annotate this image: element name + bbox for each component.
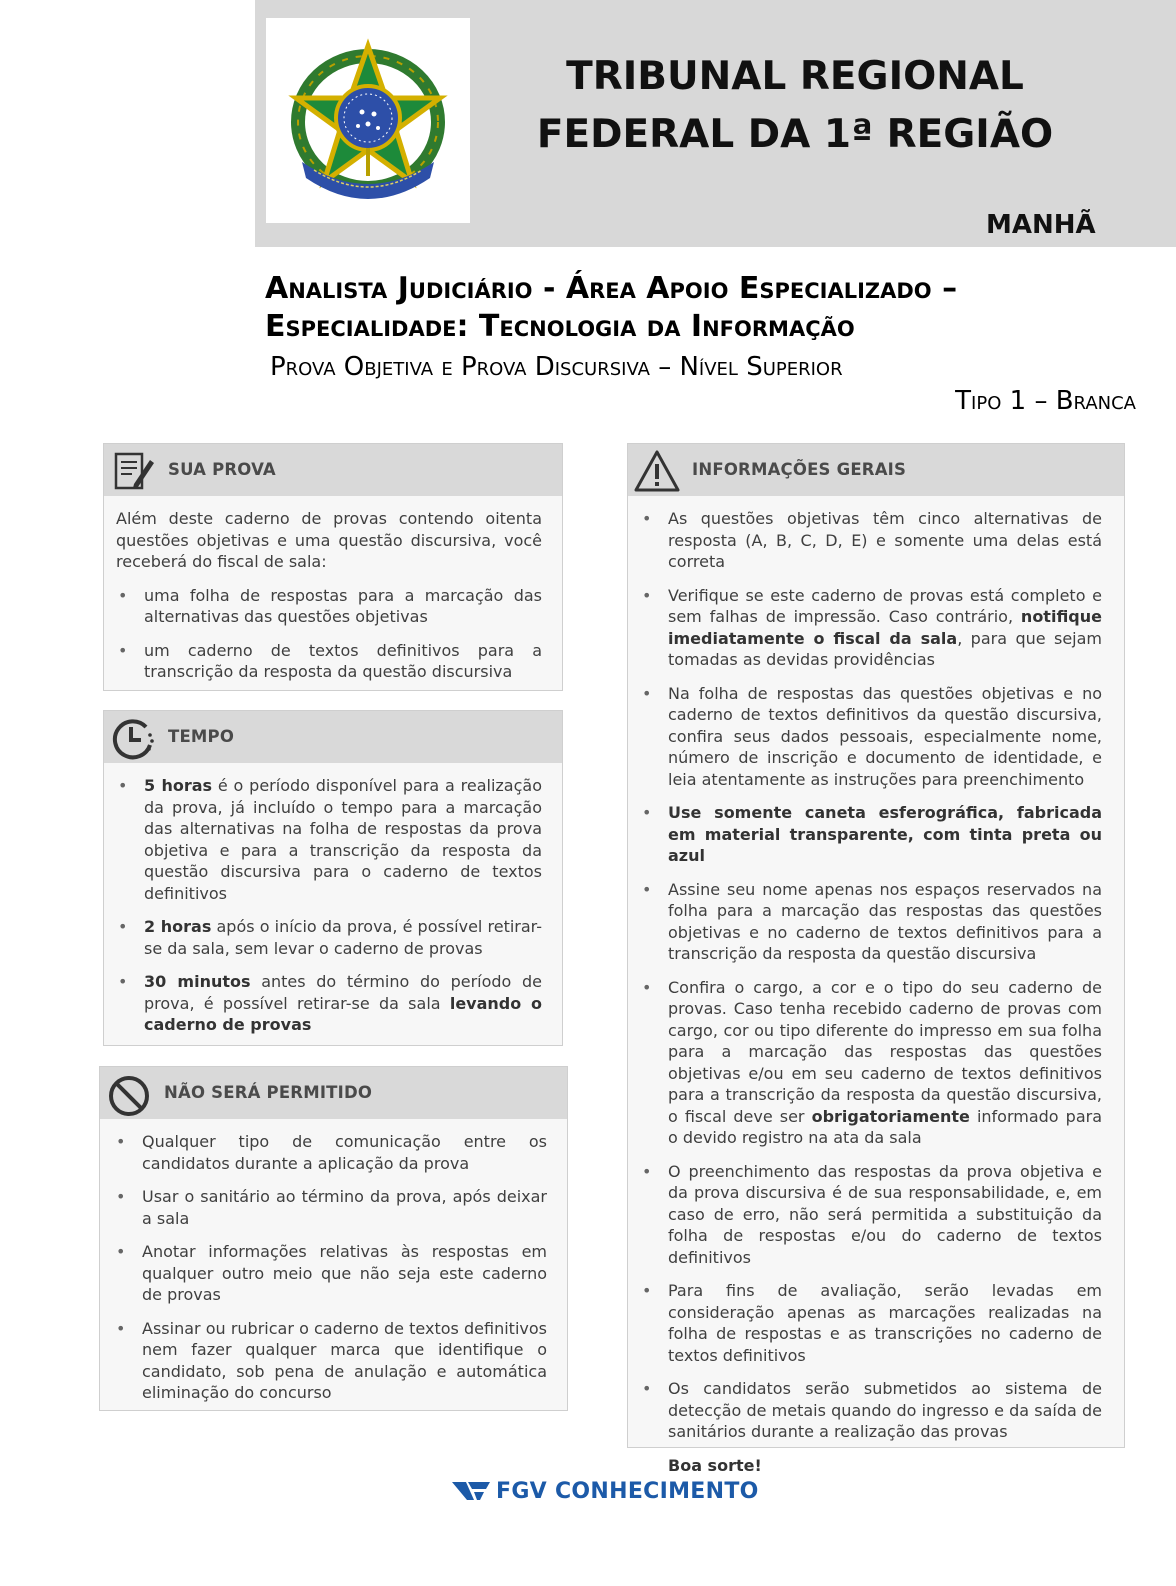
exam-title <box>265 270 1165 346</box>
warning-icon <box>634 448 680 494</box>
exam-title-line2: Especialidade: Tecnologia da Informação <box>265 309 855 344</box>
item-text: informado para o devido registro na ata da sala <box>668 1106 1103 1147</box>
fgv-logo-icon <box>452 1480 490 1502</box>
footer-logo <box>452 1476 759 1506</box>
list-item: • Anotar informações relativas às respostas em qualquer outro meio que não seja este caderno de provas <box>114 1241 547 1306</box>
list-item: • um caderno de textos definitivos para a transcrição da resposta da questão discursiva <box>116 640 542 683</box>
list-item: • O preenchimento das respostas da prova objetiva e da prova discursiva é de sua responsabilidade, e, em caso de erro, não será permitida a substituição da folha de respostas e/ou do caderno de textos definitivos <box>640 1161 1102 1269</box>
nao-permitido-body <box>100 1119 567 1420</box>
item-text: é o período disponível para a realização da prova, já incluído o tempo para a marcação das alternativas na folha de respostas da prova objetiva e para a transcrição da resposta da questão discursiva para o caderno de textos definitivos <box>144 776 542 903</box>
footer-brand: FGV CONHECIMENTO <box>496 1478 759 1504</box>
exam-edit-icon <box>110 448 156 494</box>
item-text: , para que sejam tomadas as devidas providências <box>668 628 1103 669</box>
exam-subtitle: Prova Objetiva e Prova Discursiva – Nível Superior <box>270 352 843 382</box>
sua-prova-header <box>104 444 562 496</box>
list-item: • Assinar ou rubricar o caderno de textos definitivos nem fazer qualquer marca que identifique o candidato, sob pena de anulação e automática eliminação do concurso <box>114 1318 547 1404</box>
sua-prova-label: SUA PROVA <box>168 460 276 479</box>
nao-permitido-label: NÃO SERÁ PERMITIDO <box>164 1083 373 1102</box>
item-text: antes do término do período de prova, é possível retirar-se da sala <box>144 972 543 1013</box>
list-item: • Assine seu nome apenas nos espaços reservados na folha para a marcação das respostas das questões objetivas e no caderno de textos definitivos para a transcrição da resposta da questão discursiva <box>640 879 1102 965</box>
list-item <box>640 802 1102 867</box>
bold-text: obrigatoriamente <box>811 1106 970 1126</box>
sua-prova-body <box>104 496 562 699</box>
bold-text: 30 minutos <box>144 972 251 991</box>
exam-title-line1: Analista Judiciário - Área Apoio Especializado – <box>265 271 958 306</box>
item-text: após o início da prova, é possível retirar-se da sala, sem levar o caderno de provas <box>144 917 542 958</box>
bold-text: levando o caderno de provas <box>144 993 542 1034</box>
nao-permitido-box <box>99 1066 568 1411</box>
list-item <box>116 775 542 904</box>
list-item: • uma folha de respostas para a marcação das alternativas das questões objetivas <box>116 585 542 628</box>
list-item <box>640 977 1102 1149</box>
item-text: Verifique se este caderno de provas está completo e sem falhas de impressão. Caso contrário, <box>668 585 1102 626</box>
informacoes-gerais-box <box>627 443 1125 1475</box>
informacoes-gerais-label: INFORMAÇÕES GERAIS <box>692 460 907 479</box>
sua-prova-box <box>103 443 563 691</box>
bold-text: notifique imediatamente o fiscal da sala <box>668 607 1102 648</box>
closing-text <box>640 1455 1102 1477</box>
informacoes-gerais-header <box>628 444 1124 496</box>
exam-type: Tipo 1 – Branca <box>955 386 1136 416</box>
emblem-container <box>266 18 470 223</box>
informacoes-gerais-body <box>628 496 1124 1492</box>
list-item: • Para fins de avaliação, serão levadas em consideração apenas as marcações realizadas na folha de respostas e as transcrições no caderno de textos definitivos <box>640 1280 1102 1366</box>
sua-prova-intro: Além deste caderno de provas contendo oitenta questões objetivas e uma questão discursiva, você receberá do fiscal de sala: <box>116 509 542 571</box>
list-item <box>640 585 1102 671</box>
organization-title <box>520 48 1070 164</box>
clock-icon <box>110 715 156 761</box>
tempo-header <box>104 711 562 763</box>
list-item <box>116 971 542 1036</box>
organization-title-line1: TRIBUNAL REGIONAL <box>566 54 1024 99</box>
bold-text: Use somente caneta esferográfica, fabricada em material transparente, com tinta preta ou azul <box>668 803 1102 865</box>
list-item: • As questões objetivas têm cinco alternativas de resposta (A, B, C, D, E) e somente uma delas está correta <box>640 508 1102 573</box>
nao-permitido-header <box>100 1067 567 1119</box>
bold-text: 5 horas <box>144 776 213 795</box>
tempo-body <box>104 763 562 1052</box>
list-item: • Na folha de respostas das questões objetivas e no caderno de textos definitivos da questão discursiva, confira seus dados pessoais, especialmente nome, número de inscrição e documento de identidade, e leia atentamente as instruções para preenchimento <box>640 683 1102 791</box>
bold-text: Boa sorte! <box>668 1455 762 1475</box>
tempo-label: TEMPO <box>168 727 235 746</box>
coat-of-arms-icon <box>284 36 452 204</box>
item-text: Confira o cargo, a cor e o tipo do seu caderno de provas. Caso tenha recebido caderno de provas com cargo, cor ou tipo diferente do impresso em sua folha para a marcação das respostas das questões objetivas e/ou em seu caderno de textos definitivos para a transcrição da resposta da questão discursiva, o fiscal deve ser <box>668 977 1102 1126</box>
list-item: • Qualquer tipo de comunicação entre os candidatos durante a aplicação da prova <box>114 1131 547 1174</box>
list-item: • Usar o sanitário ao término da prova, após deixar a sala <box>114 1186 547 1229</box>
prohibited-icon <box>106 1071 152 1117</box>
list-item: • Os candidatos serão submetidos ao sistema de detecção de metais quando do ingresso e da saída de sanitários durante a realização das provas <box>640 1378 1102 1443</box>
organization-title-line2: FEDERAL DA 1ª REGIÃO <box>536 112 1054 157</box>
tempo-box <box>103 710 563 1046</box>
exam-shift: MANHÃ <box>986 210 1096 240</box>
bold-text: 2 horas <box>144 917 212 936</box>
list-item <box>116 916 542 959</box>
